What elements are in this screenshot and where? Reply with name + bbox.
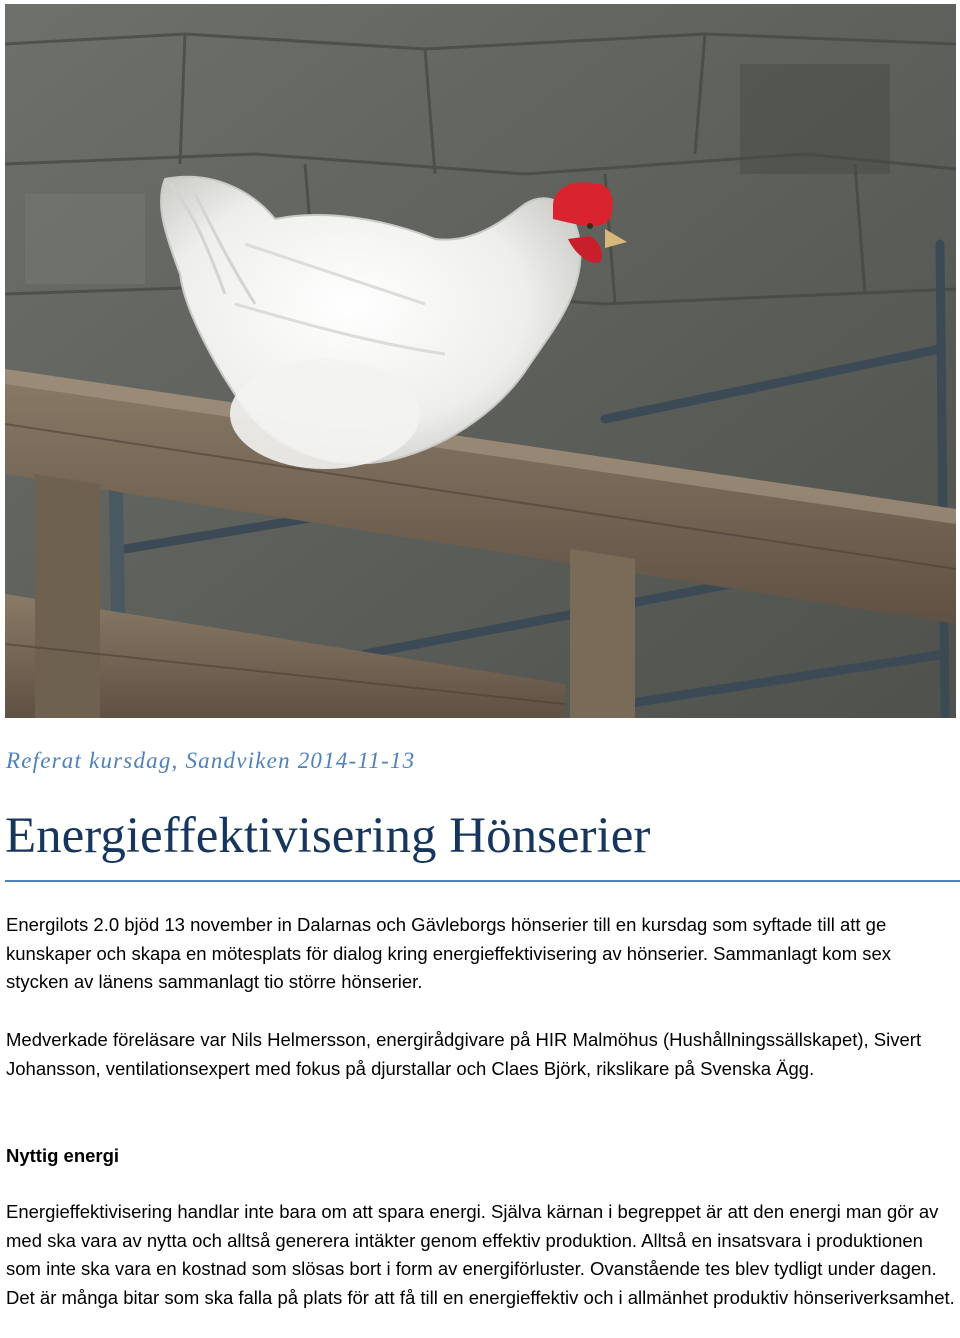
document-title: Energieffektivisering Hönserier xyxy=(5,808,651,864)
hen-on-fence-illustration xyxy=(5,4,956,718)
section-heading: Nyttig energi xyxy=(6,1145,120,1166)
title-underline xyxy=(5,880,960,882)
speakers-paragraph: Medverkade föreläsare var Nils Helmersson, energirådgivare på HIR Malmöhus (Hushållningssällskapet), Sivert Johansson, ventilationsexpert med fokus på djurstallar och Claes Björk, rikslikare på Svenska Ägg. xyxy=(6,1029,922,1079)
hen-photo xyxy=(5,4,956,718)
intro-paragraph: Energilots 2.0 bjöd 13 november in Dalarnas och Gävleborgs hönserier till en kursdag som syftade till att ge kunskaper och skapa en mötesplats för dialog kring energieffektivisering av hönserier. Sammanlagt kom sex stycken av länens sammanlagt tio större hönserier. xyxy=(6,914,892,993)
section-paragraph: Energieffektivisering handlar inte bara om att spara energi. Själva kärnan i begreppet är att den energi man gör av med ska vara av nytta och alltså generera intäkter genom effektiv produktion. Alltså en insatsvara i produktionen som inte ska vara en kostnad som slösas bort i form av energiförluster. Ovanstående tes blev tydligt under dagen. Det är många bitar som ska falla på plats för att få till en energieffektiv och i allmänhet produktiv hönseriverksamhet. xyxy=(6,1201,955,1308)
document-subtitle: Referat kursdag, Sandviken 2014-11-13 xyxy=(6,748,416,773)
